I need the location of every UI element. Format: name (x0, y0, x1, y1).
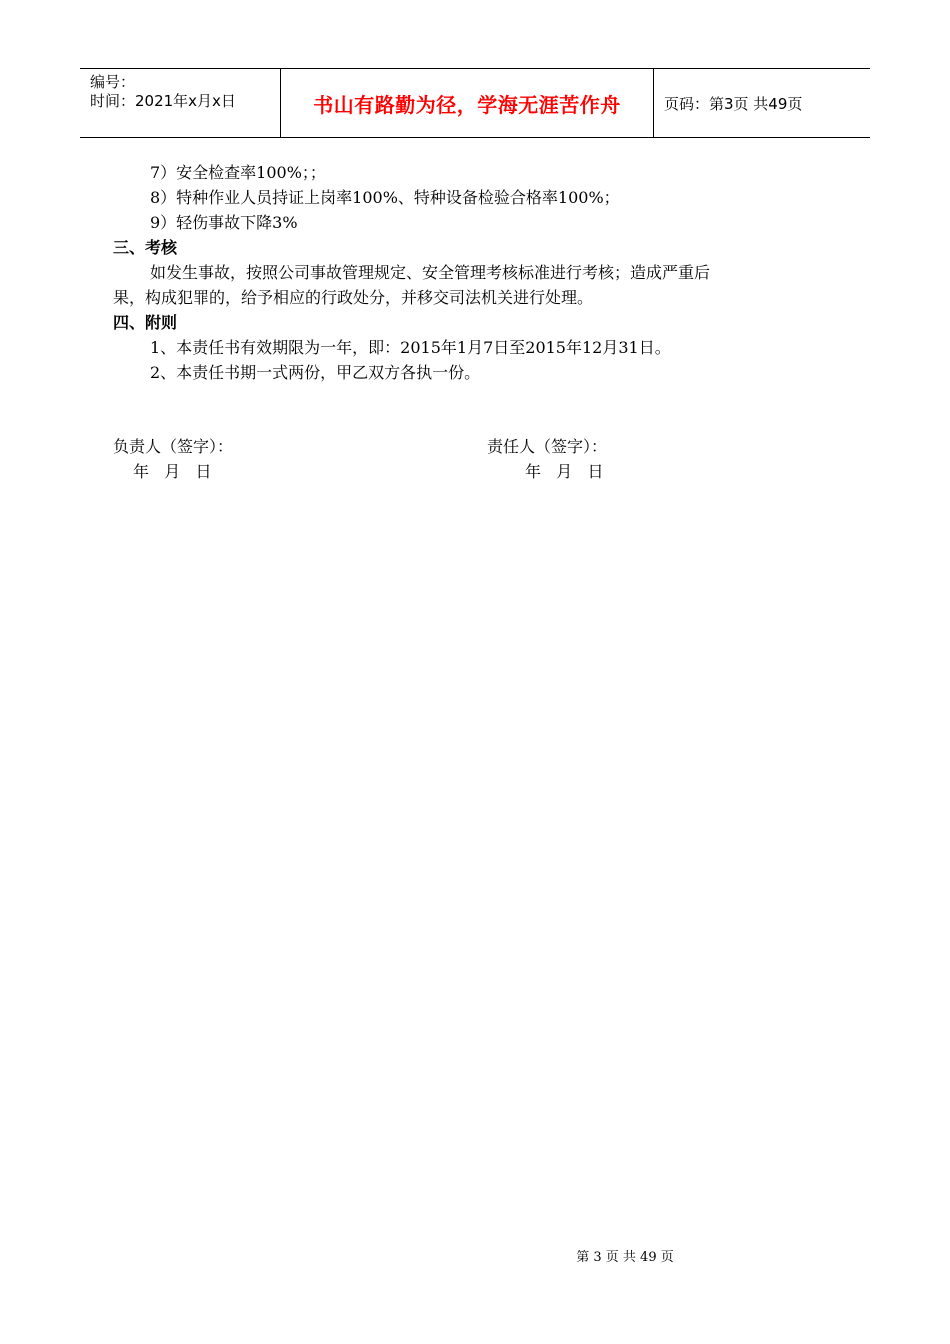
page-header (80, 68, 870, 138)
list-item: 7）安全检查率100%；； (150, 163, 326, 182)
header-meta (80, 69, 281, 137)
section-4-line-1: 1、本责任书有效期限为一年，即：2015年1月7日至2015年12月31日。 (150, 338, 671, 357)
document-body (113, 160, 843, 385)
header-page-info (654, 69, 870, 137)
page-footer (0, 1246, 950, 1265)
section-3-paragraph-line-2: 果，构成犯罪的，给予相应的行政处分，并移交司法机关进行处理。 (113, 288, 594, 307)
number-label: 编号： (90, 73, 136, 91)
footer-page-number: 第 3 页 共 49 页 (576, 1250, 674, 1265)
list-item: 9）轻伤事故下降3% (150, 213, 298, 232)
right-signature-label: 责任人（签字）： (487, 437, 608, 456)
left-signature-label: 负责人（签字）： (113, 437, 234, 456)
list-item: 8）特种作业人员持证上岗率100%、特种设备检验合格率100%； (150, 188, 620, 207)
right-signature-date: 年 月 日 (525, 462, 604, 481)
header-motto-cell (281, 69, 654, 137)
section-4-title: 四、附则 (113, 313, 178, 332)
motto-text: 书山有路勤为径，学海无涯苦作舟 (313, 92, 621, 117)
time-label: 时间：2021年x月x日 (90, 92, 236, 110)
left-signature-date: 年 月 日 (133, 462, 212, 481)
section-4-line-2: 2、本责任书期一式两份，甲乙双方各执一份。 (150, 363, 481, 382)
section-3-title: 三、考核 (113, 238, 178, 257)
section-3-paragraph-line-1: 如发生事故，按照公司事故管理规定、安全管理考核标准进行考核；造成严重后 (150, 263, 711, 282)
page-info-text: 页码：第3页 共49页 (664, 94, 803, 113)
